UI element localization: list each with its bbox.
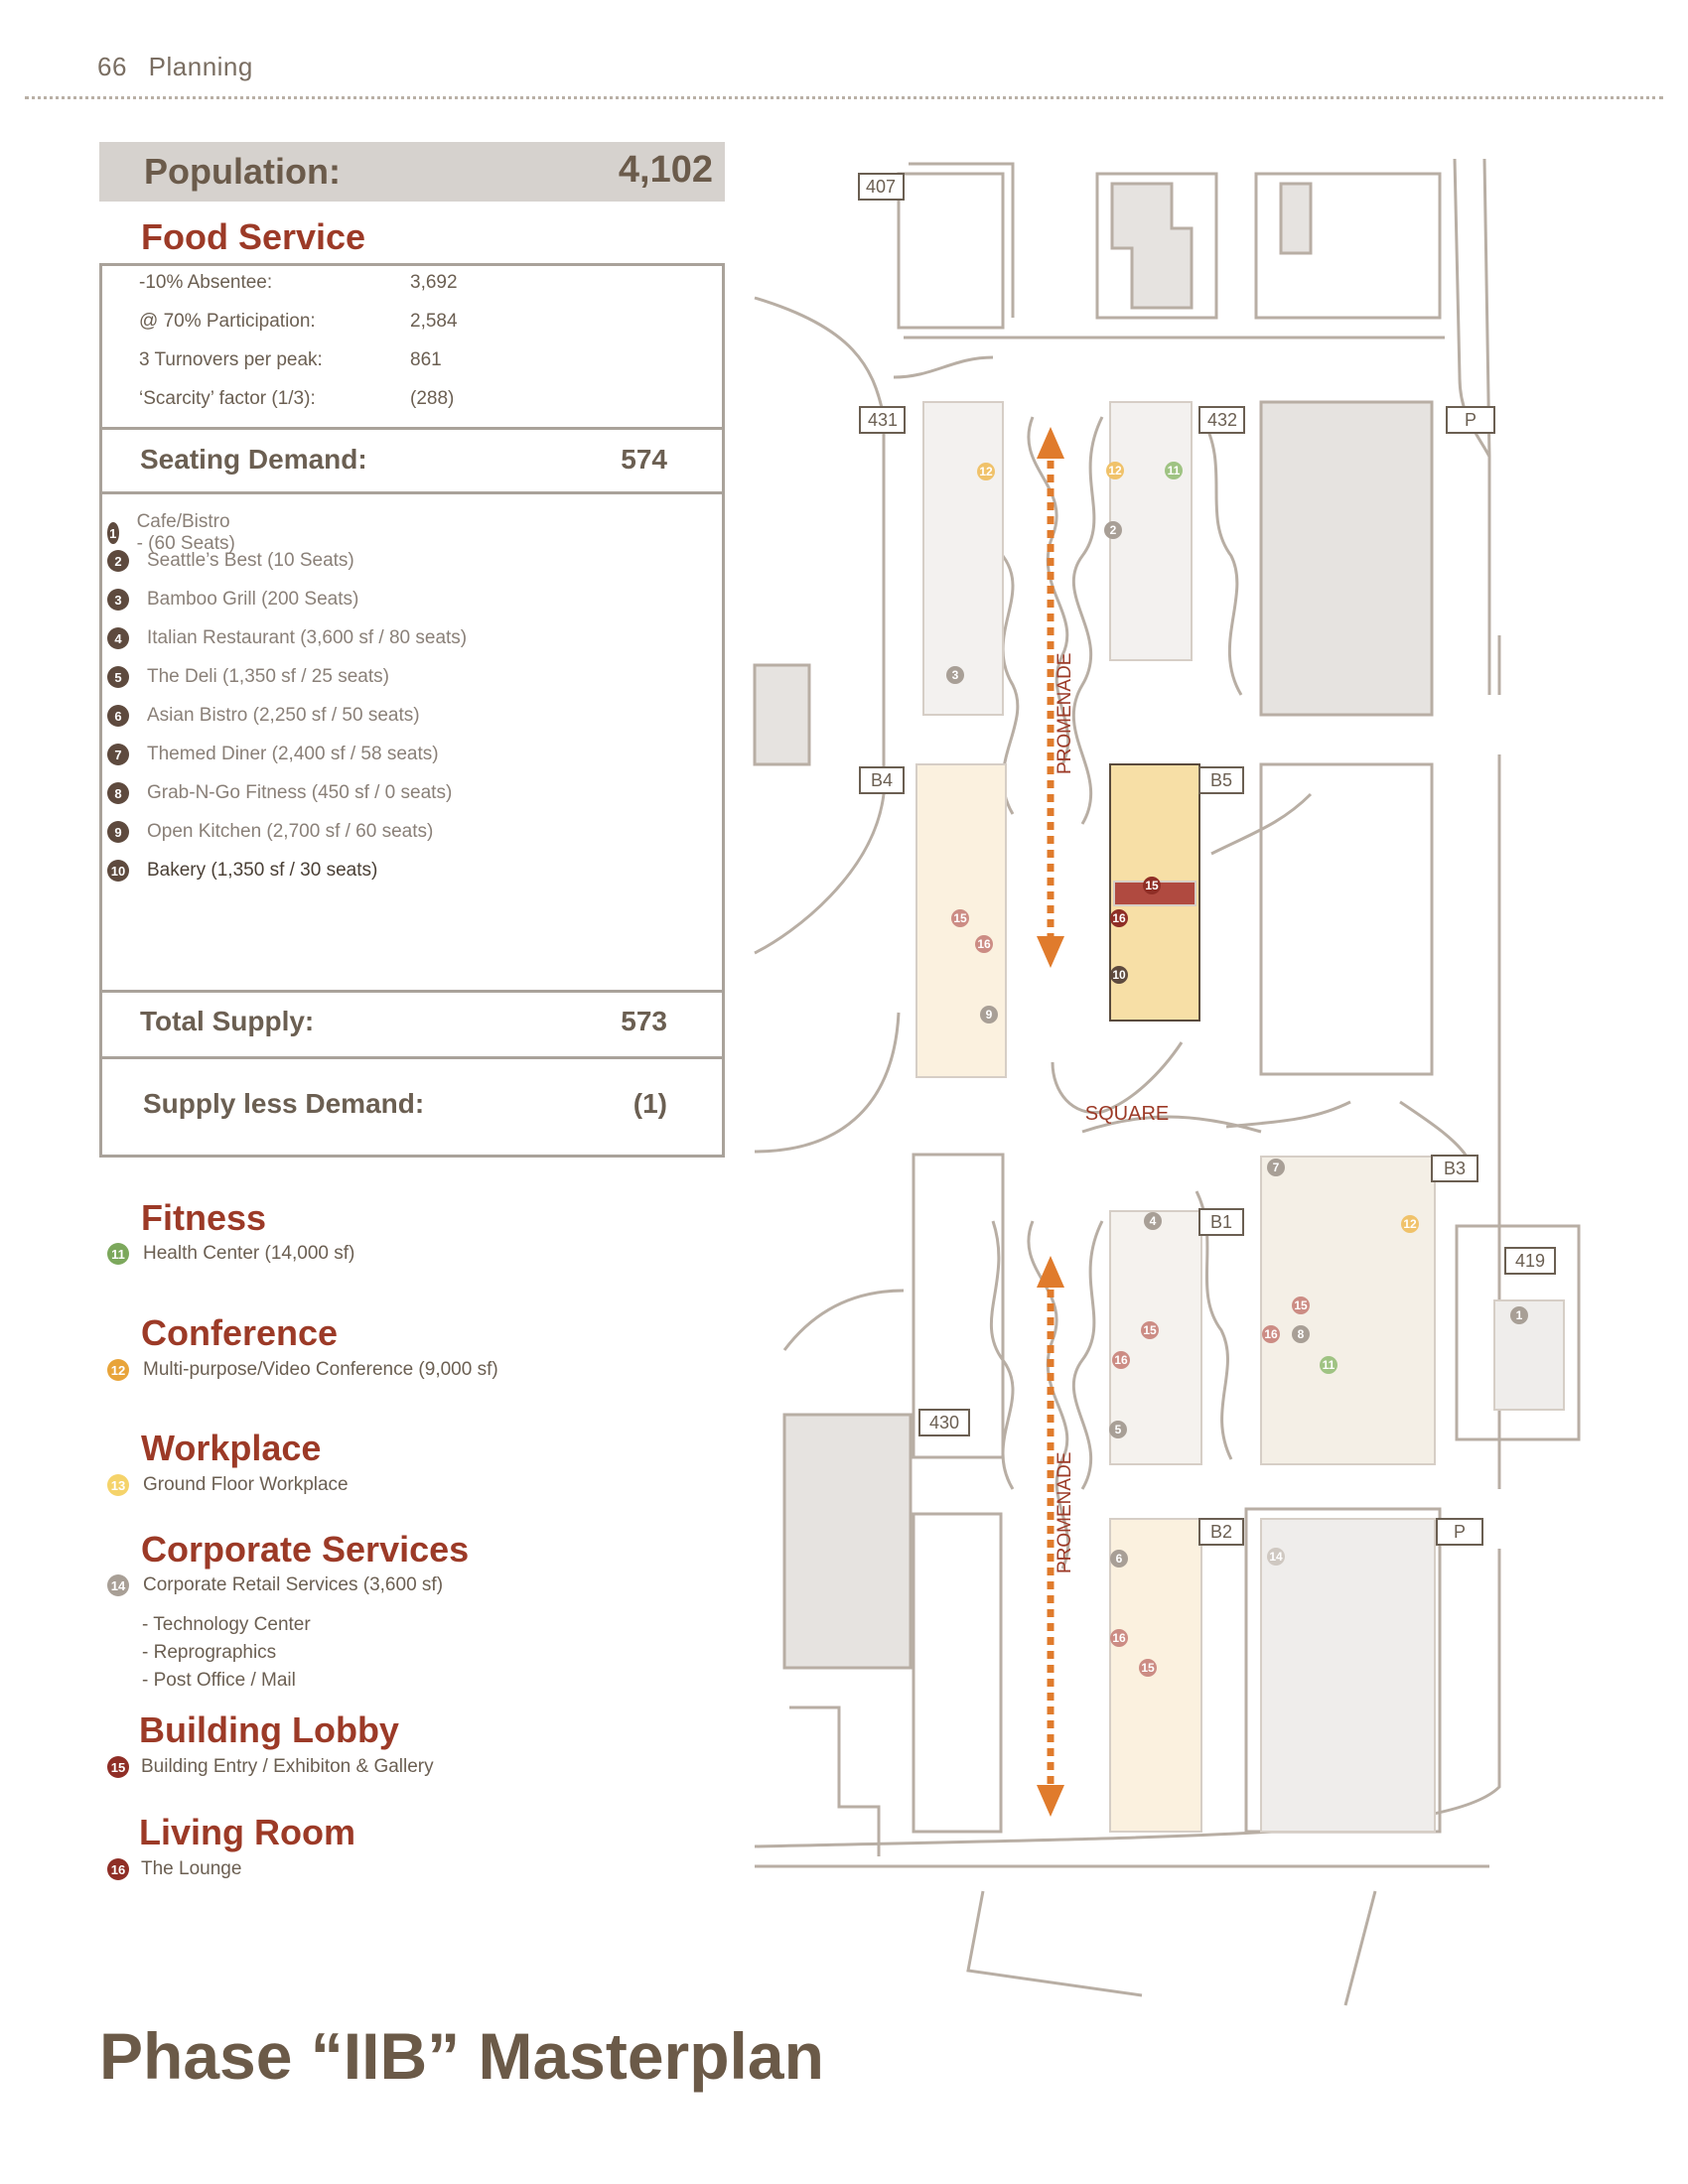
svg-text:16: 16	[1114, 1353, 1128, 1367]
svg-text:12: 12	[1403, 1217, 1417, 1231]
svg-text:4: 4	[1149, 1214, 1157, 1228]
food-item-text: Bamboo Grill (200 Seats)	[147, 589, 359, 610]
svg-text:1: 1	[1515, 1308, 1523, 1322]
calc-row-value: 3,692	[410, 272, 458, 293]
list-item	[107, 589, 358, 611]
number-badge: 6	[107, 705, 129, 727]
food-item-text: Italian Restaurant (3,600 sf / 80 seats)	[147, 627, 468, 648]
svg-text:5: 5	[1114, 1423, 1122, 1436]
building-label: B5	[1209, 770, 1233, 790]
food-item-text: Open Kitchen (2,700 sf / 60 seats)	[147, 821, 434, 842]
number-badge: 16	[107, 1858, 129, 1880]
list-item	[107, 782, 452, 804]
seating-demand-value: 574	[621, 444, 667, 475]
conference-text: Multi-purpose/Video Conference (9,000 sf)	[143, 1359, 498, 1380]
number-badge: 14	[107, 1574, 129, 1596]
number-badge: 15	[107, 1756, 129, 1778]
living-room-text: The Lounge	[141, 1858, 242, 1879]
food-item-text: Asian Bistro (2,250 sf / 50 seats)	[147, 705, 420, 726]
building-label: P	[1464, 410, 1477, 430]
fitness-item	[107, 1243, 354, 1265]
svg-text:2: 2	[1109, 523, 1117, 537]
building-label: 431	[867, 410, 899, 430]
svg-text:15: 15	[1143, 1323, 1157, 1337]
lobby-heading: Building Lobby	[139, 1709, 399, 1750]
promenade-label: PROMENADE	[1055, 652, 1075, 774]
lobby-text: Building Entry / Exhibiton & Gallery	[141, 1756, 434, 1777]
calc-row-label: ‘Scarcity’ factor (1/3):	[139, 388, 316, 409]
promenade-label: PROMENADE	[1055, 1451, 1075, 1573]
population-value: 4,102	[618, 149, 713, 191]
building-label: 430	[928, 1413, 960, 1433]
food-service-heading: Food Service	[141, 216, 366, 257]
food-item-text: The Deli (1,350 sf / 25 seats)	[147, 666, 389, 687]
supply-less-demand-value: (1)	[633, 1088, 667, 1119]
list-item	[107, 821, 433, 843]
conference-heading: Conference	[141, 1312, 339, 1353]
building-label: P	[1453, 1522, 1467, 1542]
building-label: 407	[865, 177, 897, 197]
number-badge: 4	[107, 627, 129, 649]
list-item	[107, 744, 439, 765]
square-label: SQUARE	[1084, 1103, 1170, 1125]
workplace-item	[107, 1474, 349, 1496]
building-label: B3	[1443, 1159, 1467, 1178]
svg-text:16: 16	[1112, 911, 1126, 925]
svg-text:11: 11	[1322, 1358, 1336, 1372]
fitness-text: Health Center (14,000 sf)	[143, 1243, 355, 1264]
header-divider	[25, 96, 1663, 99]
food-item-text: Seattle’s Best (10 Seats)	[147, 550, 354, 571]
svg-text:12: 12	[979, 465, 993, 478]
building-label: 419	[1514, 1251, 1546, 1271]
list-item	[107, 627, 467, 649]
building-label: B2	[1209, 1522, 1233, 1542]
svg-text:12: 12	[1108, 464, 1122, 478]
population-label: Population:	[144, 151, 341, 192]
total-supply-label: Total Supply:	[140, 1006, 315, 1036]
calc-row-value: (288)	[410, 388, 455, 409]
section-name: Planning	[148, 52, 253, 81]
svg-text:8: 8	[1297, 1327, 1305, 1341]
workplace-heading: Workplace	[141, 1428, 322, 1468]
list-item	[107, 705, 420, 727]
corporate-sub-item: - Technology Center	[142, 1614, 311, 1635]
page-number: 66	[97, 52, 127, 81]
number-badge: 7	[107, 744, 129, 765]
svg-text:16: 16	[1112, 1631, 1126, 1645]
svg-text:15: 15	[1141, 1661, 1155, 1675]
svg-text:3: 3	[951, 668, 959, 682]
number-badge: 1	[107, 522, 119, 544]
svg-text:11: 11	[1167, 464, 1181, 478]
building-label: B4	[870, 770, 894, 790]
list-item	[107, 860, 377, 882]
calc-row-value: 861	[410, 349, 442, 370]
number-badge: 13	[107, 1474, 129, 1496]
fitness-heading: Fitness	[141, 1197, 267, 1238]
number-badge: 10	[107, 860, 129, 882]
svg-text:7: 7	[1272, 1160, 1280, 1174]
total-supply-value: 573	[621, 1006, 667, 1036]
calc-row-value: 2,584	[410, 311, 458, 332]
number-badge: 8	[107, 782, 129, 804]
svg-text:9: 9	[985, 1008, 993, 1022]
food-item-text: Grab-N-Go Fitness (450 sf / 0 seats)	[147, 782, 453, 803]
site-masterplan-map	[750, 154, 1604, 2020]
number-badge: 2	[107, 550, 129, 572]
page-title: Phase “IIB” Masterplan	[99, 2019, 824, 2093]
svg-text:14: 14	[1269, 1550, 1283, 1564]
corporate-sub-item: - Reprographics	[142, 1642, 277, 1663]
calc-row-label: @ 70% Participation:	[139, 311, 316, 332]
number-badge: 11	[107, 1243, 129, 1265]
living-room-item	[107, 1858, 241, 1880]
building-label: 432	[1206, 410, 1238, 430]
svg-text:6: 6	[1115, 1552, 1123, 1566]
number-badge: 3	[107, 589, 129, 611]
list-item	[107, 550, 354, 572]
corporate-text: Corporate Retail Services (3,600 sf)	[143, 1574, 444, 1595]
food-item-text: Cafe/Bistro - (60 Seats)	[136, 511, 235, 554]
page-header	[97, 52, 253, 82]
food-item-text: Themed Diner (2,400 sf / 58 seats)	[147, 744, 439, 764]
svg-text:15: 15	[953, 911, 967, 925]
svg-text:15: 15	[1294, 1298, 1308, 1312]
list-item	[107, 511, 240, 555]
food-item-text: Bakery (1,350 sf / 30 seats)	[147, 860, 378, 881]
corporate-sub-item: - Post Office / Mail	[142, 1670, 296, 1691]
list-item	[107, 666, 389, 688]
workplace-text: Ground Floor Workplace	[143, 1474, 349, 1495]
living-room-heading: Living Room	[139, 1812, 355, 1852]
corporate-item	[107, 1574, 443, 1596]
svg-text:16: 16	[1264, 1327, 1278, 1341]
corporate-heading: Corporate Services	[141, 1529, 470, 1570]
seating-demand-label: Seating Demand:	[140, 444, 367, 475]
number-badge: 12	[107, 1359, 129, 1381]
conference-item	[107, 1359, 498, 1381]
number-badge: 5	[107, 666, 129, 688]
number-badge: 9	[107, 821, 129, 843]
calc-row-label: 3 Turnovers per peak:	[139, 349, 323, 370]
lobby-item	[107, 1756, 434, 1778]
svg-text:15: 15	[1145, 879, 1159, 892]
building-label: B1	[1209, 1212, 1233, 1232]
supply-less-demand-label: Supply less Demand:	[143, 1088, 425, 1119]
svg-text:10: 10	[1112, 968, 1126, 982]
svg-text:16: 16	[977, 937, 991, 951]
calc-row-label: -10% Absentee:	[139, 272, 273, 293]
